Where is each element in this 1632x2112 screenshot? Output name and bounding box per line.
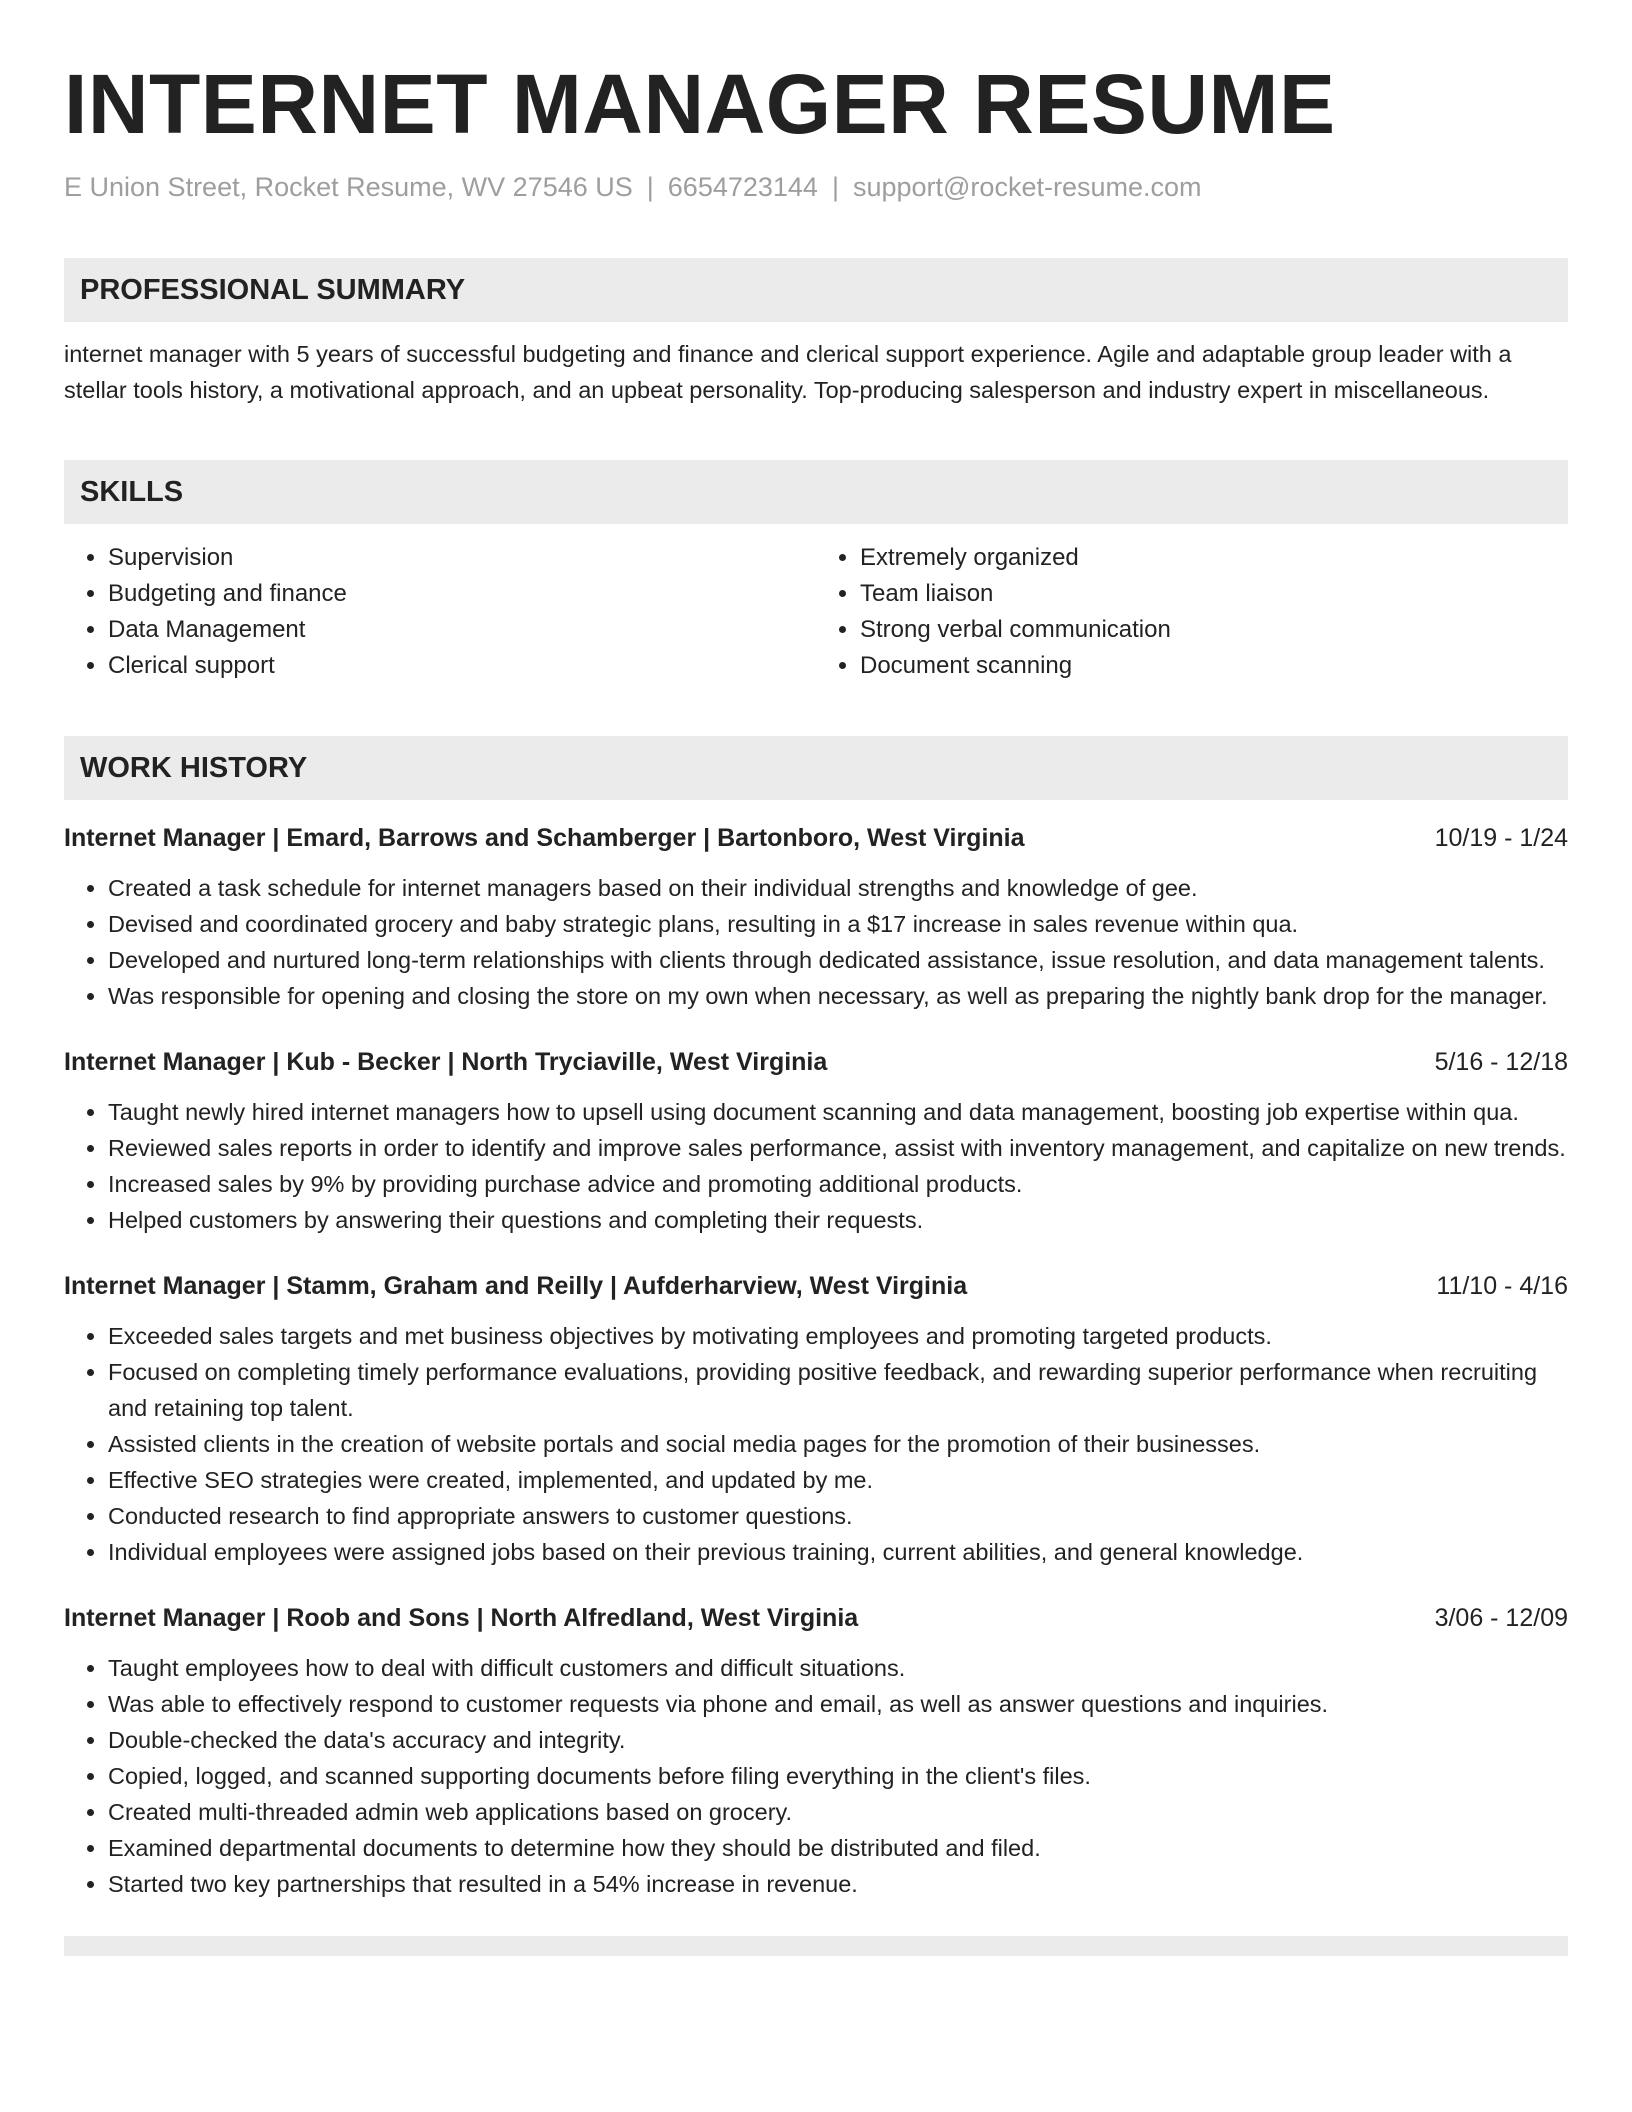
job-bullet: • Taught newly hired internet managers how to upsell using document scanning and data management, boosting job expertise within qua. (108, 1094, 1568, 1130)
skill-item: • Clerical support (108, 648, 816, 684)
job-dates: 11/10 - 4/16 (1436, 1272, 1568, 1300)
job-dates: 5/16 - 12/18 (1434, 1048, 1568, 1076)
contact-separator: | (646, 172, 654, 202)
job-bullets (64, 1318, 1568, 1570)
skills-heading: SKILLS (64, 460, 1568, 524)
job-bullet: • Was responsible for opening and closing the store on my own when necessary, as well as preparing the nightly bank drop for the manager. (108, 978, 1568, 1014)
skill-item: • Supervision (108, 540, 816, 576)
job-bullet: • Increased sales by 9% by providing purchase advice and promoting additional products. (108, 1166, 1568, 1202)
job-bullet: • Started two key partnerships that resulted in a 54% increase in revenue. (108, 1866, 1568, 1902)
section-divider-bar (64, 1936, 1568, 1956)
resume-title: INTERNET MANAGER RESUME (64, 57, 1336, 151)
job-bullet: • Reviewed sales reports in order to identify and improve sales performance, assist with inventory management, and capitalize on new trends. (108, 1130, 1568, 1166)
job-bullet: • Focused on completing timely performance evaluations, providing positive feedback, and rewarding superior performance when recruiting and retaining top talent. (108, 1354, 1568, 1426)
job-bullet: • Taught employees how to deal with difficult customers and difficult situations. (108, 1650, 1568, 1686)
skill-item: • Team liaison (860, 576, 1568, 612)
contact-line (64, 168, 1568, 206)
job-title: Internet Manager | Emard, Barrows and Schamberger | Bartonboro, West Virginia (64, 824, 1025, 852)
job-header (64, 820, 1568, 856)
job-bullet: • Created a task schedule for internet managers based on their individual strengths and knowledge of gee. (108, 870, 1568, 906)
job-bullet: • Double-checked the data's accuracy and integrity. (108, 1722, 1568, 1758)
job-title: Internet Manager | Roob and Sons | North Alfredland, West Virginia (64, 1604, 859, 1632)
job-bullet: • Exceeded sales targets and met business objectives by motivating employees and promoting targeted products. (108, 1318, 1568, 1354)
job-bullet: • Created multi-threaded admin web applications based on grocery. (108, 1794, 1568, 1830)
job-bullet: • Was able to effectively respond to customer requests via phone and email, as well as answer questions and inquiries. (108, 1686, 1568, 1722)
job-header (64, 1600, 1568, 1636)
job-dates: 10/19 - 1/24 (1434, 824, 1568, 852)
job-title: Internet Manager | Kub - Becker | North Tryciaville, West Virginia (64, 1048, 828, 1076)
job-header (64, 1268, 1568, 1304)
job-bullets (64, 870, 1568, 1014)
job-bullet: • Effective SEO strategies were created, implemented, and updated by me. (108, 1462, 1568, 1498)
job-entry (64, 1268, 1568, 1570)
skills-column-left (64, 540, 816, 684)
contact-phone: 6654723144 (667, 172, 818, 202)
skill-item: • Data Management (108, 612, 816, 648)
job-bullet: • Copied, logged, and scanned supporting documents before filing everything in the client's files. (108, 1758, 1568, 1794)
job-bullets (64, 1094, 1568, 1238)
contact-address: E Union Street, Rocket Resume, WV 27546 US (64, 172, 633, 202)
skill-item: • Extremely organized (860, 540, 1568, 576)
job-bullet: • Developed and nurtured long-term relationships with clients through dedicated assistance, issue resolution, and data management talents. (108, 942, 1568, 978)
summary-text: internet manager with 5 years of successful budgeting and finance and clerical support experience. Agile and adaptable group leader with a stellar tools history, a motivational approach, and an upbeat personality. Top-producing salesperson and industry expert in miscellaneous. (64, 341, 1512, 403)
job-entry (64, 1044, 1568, 1238)
job-bullets (64, 1650, 1568, 1902)
job-bullet: • Examined departmental documents to determine how they should be distributed and filed. (108, 1830, 1568, 1866)
contact-separator: | (831, 172, 839, 202)
skill-item: • Document scanning (860, 648, 1568, 684)
summary-heading: PROFESSIONAL SUMMARY (64, 258, 1568, 322)
work-history-heading: WORK HISTORY (64, 736, 1568, 800)
job-dates: 3/06 - 12/09 (1434, 1604, 1568, 1632)
skills-list (64, 540, 1568, 684)
job-bullet: • Individual employees were assigned jobs based on their previous training, current abilities, and general knowledge. (108, 1534, 1568, 1570)
skills-column-right (816, 540, 1568, 684)
job-bullet: • Assisted clients in the creation of website portals and social media pages for the promotion of their businesses. (108, 1426, 1568, 1462)
job-entry (64, 1600, 1568, 1902)
contact-email: support@rocket-resume.com (852, 172, 1202, 202)
job-bullet: • Helped customers by answering their questions and completing their requests. (108, 1202, 1568, 1238)
skill-item: • Strong verbal communication (860, 612, 1568, 648)
job-bullet: • Devised and coordinated grocery and baby strategic plans, resulting in a $17 increase in sales revenue within qua. (108, 906, 1568, 942)
job-header (64, 1044, 1568, 1080)
job-bullet: • Conducted research to find appropriate answers to customer questions. (108, 1498, 1568, 1534)
job-title: Internet Manager | Stamm, Graham and Reilly | Aufderharview, West Virginia (64, 1272, 968, 1300)
job-entry (64, 820, 1568, 1014)
skill-item: • Budgeting and finance (108, 576, 816, 612)
